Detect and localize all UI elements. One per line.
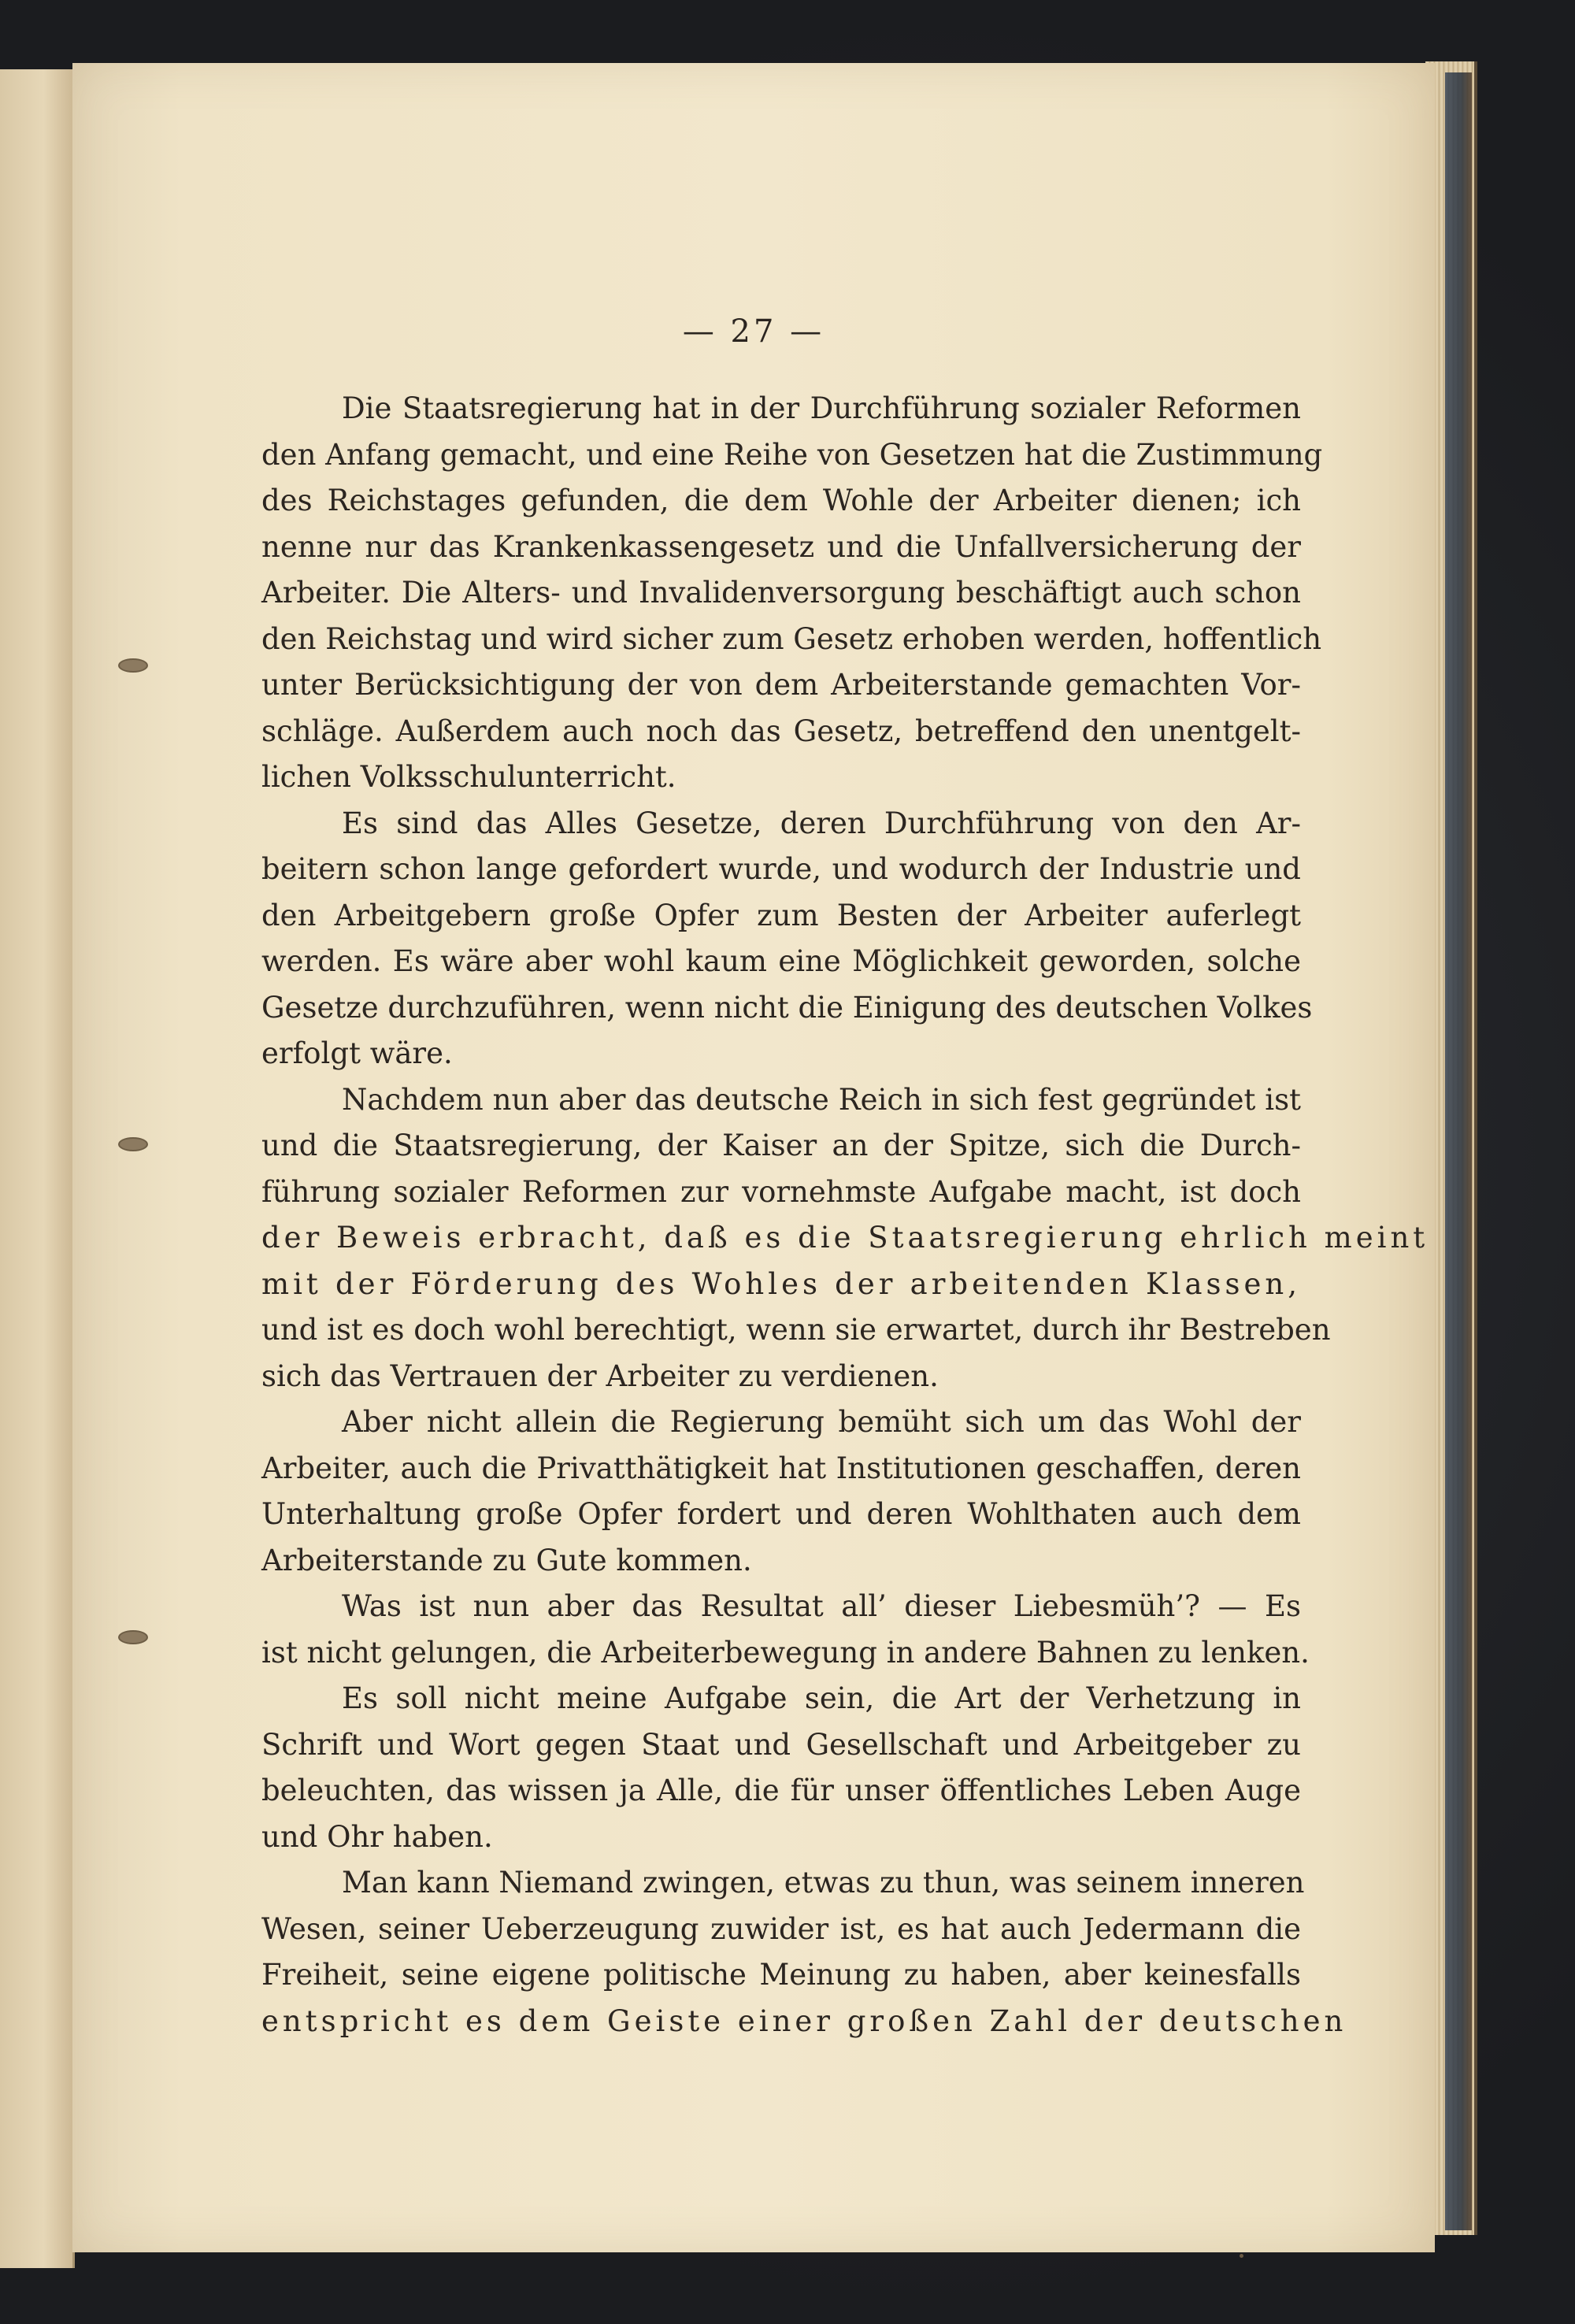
text-line: erfolgt wäre. bbox=[261, 1036, 453, 1070]
text-line: mit der Förderung des Wohles der arbeitenden Klassen, bbox=[261, 1266, 1301, 1301]
text-line: lichen Volksschulunterricht. bbox=[261, 760, 676, 794]
text-line: nenne nur das Krankenkassengesetz und die Unfallversicherung der bbox=[261, 529, 1301, 564]
text-line: unter Berücksichtigung der von dem Arbeiterstande gemachten Vor- bbox=[261, 668, 1301, 702]
text-line: sich das Vertrauen der Arbeiter zu verdienen. bbox=[261, 1358, 939, 1393]
text-line: ist nicht gelungen, die Arbeiterbewegung in andere Bahnen zu lenken. bbox=[261, 1635, 1310, 1670]
text-line: Arbeiter. Die Alters- und Invalidenversorgung beschäftigt auch schon bbox=[261, 576, 1301, 610]
text-line: Arbeiterstande zu Gute kommen. bbox=[261, 1543, 752, 1577]
text-line: Schrift und Wort gegen Staat und Gesellschaft und Arbeitgeber zu bbox=[261, 1727, 1301, 1762]
text-line: den Arbeitgebern große Opfer zum Besten der Arbeiter auferlegt bbox=[261, 898, 1301, 932]
text-line: der Beweis erbracht, daß es die Staatsregierung ehrlich meint bbox=[261, 1221, 1429, 1255]
text-line: und Ohr haben. bbox=[261, 1819, 493, 1854]
text-line: Gesetze durchzuführen, wenn nicht die Einigung des deutschen Volkes bbox=[261, 990, 1313, 1025]
book-page bbox=[72, 63, 1435, 2252]
text-line: Die Staatsregierung hat in der Durchführung sozialer Reformen bbox=[342, 391, 1301, 425]
text-line: des Reichstages gefunden, die dem Wohle der Arbeiter dienen; ich bbox=[261, 484, 1301, 517]
text-line: Was ist nun aber das Resultat all’ dieser Liebesmüh’? — Es bbox=[342, 1589, 1301, 1623]
text-line: den Reichstag und wird sicher zum Gesetz erhoben werden, hoffentlich bbox=[261, 621, 1322, 656]
text-line: Arbeiter, auch die Privatthätigkeit hat Institutionen geschaffen, deren bbox=[261, 1451, 1301, 1485]
text-line: werden. Es wäre aber wohl kaum eine Möglichkeit geworden, solche bbox=[261, 944, 1301, 978]
paper-speck bbox=[1240, 2254, 1243, 2258]
text-line: Es sind das Alles Gesetze, deren Durchführung von den Ar- bbox=[342, 806, 1301, 840]
page-number: — 27 — bbox=[682, 313, 825, 350]
text-line: schläge. Außerdem auch noch das Gesetz, betreffend den unentgelt- bbox=[261, 714, 1301, 748]
body-text bbox=[261, 386, 1429, 2044]
book-cover-edge bbox=[1445, 72, 1472, 2230]
text-line: Freiheit, seine eigene politische Meinung zu haben, aber keinesfalls bbox=[261, 1958, 1301, 1992]
text-line: den Anfang gemacht, und eine Reihe von Gesetzen hat die Zustimmung bbox=[261, 437, 1323, 472]
text-line: beitern schon lange gefordert wurde, und wodurch der Industrie und bbox=[261, 852, 1301, 886]
text-line: und ist es doch wohl berechtigt, wenn sie erwartet, durch ihr Bestreben bbox=[261, 1313, 1331, 1347]
binding-stitch bbox=[120, 1632, 146, 1643]
previous-page-edge bbox=[0, 69, 75, 2268]
text-line: Aber nicht allein die Regierung bemüht sich um das Wohl der bbox=[342, 1405, 1301, 1439]
text-line: Man kann Niemand zwingen, etwas zu thun, was seinem inneren bbox=[342, 1866, 1305, 1900]
binding-stitch bbox=[120, 1139, 146, 1150]
text-line: führung sozialer Reformen zur vornehmste Aufgabe macht, ist doch bbox=[261, 1174, 1301, 1209]
text-line: entspricht es dem Geiste einer großen Zahl der deutschen bbox=[261, 2003, 1347, 2038]
text-line: Wesen, seiner Ueberzeugung zuwider ist, es hat auch Jedermann die bbox=[261, 1911, 1301, 1946]
text-line: Es soll nicht meine Aufgabe sein, die Art der Verhetzung in bbox=[342, 1681, 1301, 1715]
text-line: und die Staatsregierung, der Kaiser an der Spitze, sich die Durch- bbox=[261, 1129, 1301, 1162]
binding-stitch bbox=[120, 660, 146, 671]
text-line: Nachdem nun aber das deutsche Reich in sich fest gegründet ist bbox=[342, 1082, 1301, 1117]
text-line: Unterhaltung große Opfer fordert und deren Wohlthaten auch dem bbox=[261, 1497, 1301, 1531]
text-line: beleuchten, das wissen ja Alle, die für unser öffentliches Leben Auge bbox=[261, 1774, 1301, 1807]
